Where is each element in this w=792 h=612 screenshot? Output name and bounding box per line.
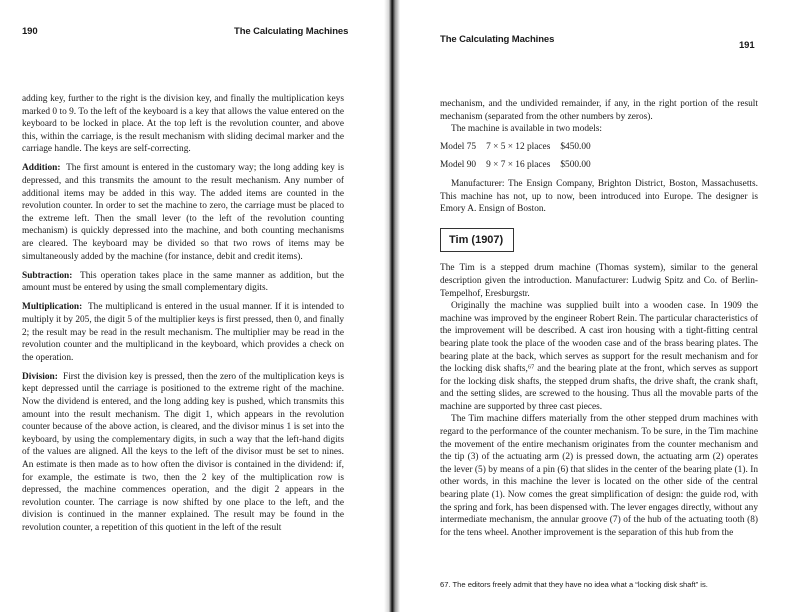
right-page-number: 191 [739,40,755,51]
left-page [0,0,384,612]
section-heading-tim: Tim (1907) [440,228,514,253]
models-list [440,141,758,172]
left-page-number: 190 [22,26,38,37]
paragraph-continued: mechanism, and the undivided remainder, if any, in the right portion of the result mechanism (separated from the other numbers by zeros). [440,99,758,122]
division-label: Division: [22,371,58,382]
paragraph-multiplication [22,301,344,364]
right-page [400,0,792,612]
paragraph-division [22,371,344,535]
multiplication-label: Multiplication: [22,302,83,313]
left-running-head: The Calculating Machines [234,26,349,37]
model-row [440,141,758,154]
paragraph-tim-counter: The Tim machine differs materially from the other stepped drum machines with regard to the performance of the counter mechanism. To be sure, in the Tim machine the movement of the entire mechanism originates from the counter mechanism and the tip (3) of the actuating arm (2) is pressed down, the actuating arm (2) operates the lever (5) by means of a pin (6) that slides in the center of the bearing plate (1). In other words, in this machine the lever is located on the other side of the central bearing plate (1). Now comes the great simplification of design: the guide rod, with the spring and fork, has been dispensed with. The lever engages directly, without any intermediate mechanism, the annular groove (7) of the hub of the actuating tooth (8) for the tens wheel. Another improvement is the separation of this hub from the [440,414,758,538]
right-running-head: The Calculating Machines [440,34,555,45]
left-body-text [22,93,344,535]
footnote: 67. The editors freely admit that they have no idea what a “locking disk shaft” is. [440,580,708,589]
addition-label: Addition: [22,163,61,174]
model-spec: 7 × 5 × 12 places [486,141,551,152]
models-intro: The machine is available in two models: [451,124,603,135]
paragraph-subtraction [22,270,344,295]
multiplication-text: The multiplicand is entered in the usual manner. If it is intended to multiply it by 205, the digit 5 of the multiplier keys is first pressed, then 0, and finally 2; the result may be read in the result mechanism. The multiplier may be read in the revolution counter and the multiplicand in the keyboard, which provides a check on the operation. [22,302,344,363]
subtraction-label: Subtraction: [22,270,73,281]
paragraph-intro: adding key, further to the right is the division key, and finally the multiplication keys marked 0 to 9. To the left of the keyboard is a key that allows the value entered on the keyboard to be locked in place. At the top left is the revolution counter, and above this, within the carriage, is the result mechanism with sliding decimal marker and the carriage handle. The keys are self-correcting. [22,94,344,155]
model-name: Model 75 [440,141,477,152]
model-spec: 9 × 7 × 16 places [486,160,551,171]
right-body-text [440,98,758,539]
book-spine [384,0,400,612]
model-name: Model 90 [440,160,477,171]
model-price: $500.00 [560,160,591,171]
model-price: $450.00 [560,141,591,152]
division-text: First the division key is pressed, then the zero of the multiplication keys is kept depressed until the carriage is positioned to the extreme right of the machine. Now the dividend is entered, and the long adding key is pushed, which transmits this amount into the result mechanism. The digit 1, which appears in the revolution counter because of the above action, is cleared, and the divisor minus 1 is set into the keyboard, by using the complementary digits, in such a way that the left-hand digits of the values are aligned. All the keys to the left of the divisor must be set to nines. An estimate is then made as to how often the divisor is contained in the dividend: if, for example, the estimate is two, then the 2 key of the multiplication row is depressed, the machine commences operation, and the digit 2 appears in the revolution counter. The carriage is now shifted by one place to the left, and the division is continued in the manner explained. The result may be found in the revolution counter, a repetition of this quotient in the left of the result [22,371,345,533]
paragraph-addition [22,162,344,263]
model-row [440,159,758,172]
addition-text: The first amount is entered in the customary way; the long adding key is depressed, and this transmits the amount to the result mechanism. Any number of additional items may be added in this way. The added items are counted in the revolution counter. In order to set the machine to zero, the carriage must be placed to the extreme left. Then the small lever (to the left of the revolution counting mechanism) is quickly depressed into the machine, and both counting mechanisms are cleared. The keyboard may be divided so that two rows of items may be simultaneously added by the machine (for instance, debit and credit items). [22,163,344,262]
paragraph-tim-improvement: Originally the machine was supplied built into a wooden case. In 1909 the machine was improved by the engineer Robert Rein. The particular characteristics of the improvement will be described. A cast iron housing with a tight-fitting central bearing plate took the place of the wooden case and of the brass bearing plates. The bearing plate at the back, which serves as support for the result mechanism and for the locking disk shafts,⁶⁷ and the bearing plate at the front, which serves as support for the locking disk shafts, the stepped drum shafts, the drive shaft, the crank shaft, and the setting slides, are screwed to the housing. Thus all the movable parts of the machine are supported by three cast pieces. [440,301,758,412]
subtraction-text: This operation takes place in the same manner as addition, but the amount must be entered by using the small complementary digits. [22,270,344,294]
manufacturer-note: Manufacturer: The Ensign Company, Brighton District, Boston, Massachusetts. This machine has not, up to now, been introduced into Europe. The designer is Emory A. Ensign of Boston. [440,178,758,215]
paragraph-tim-intro: The Tim is a stepped drum machine (Thomas system), similar to the general description given the introduction. Manufacturer: Ludwig Spitz and Co. of Berlin-Tempelhof, Eresburgstr. [440,263,758,299]
